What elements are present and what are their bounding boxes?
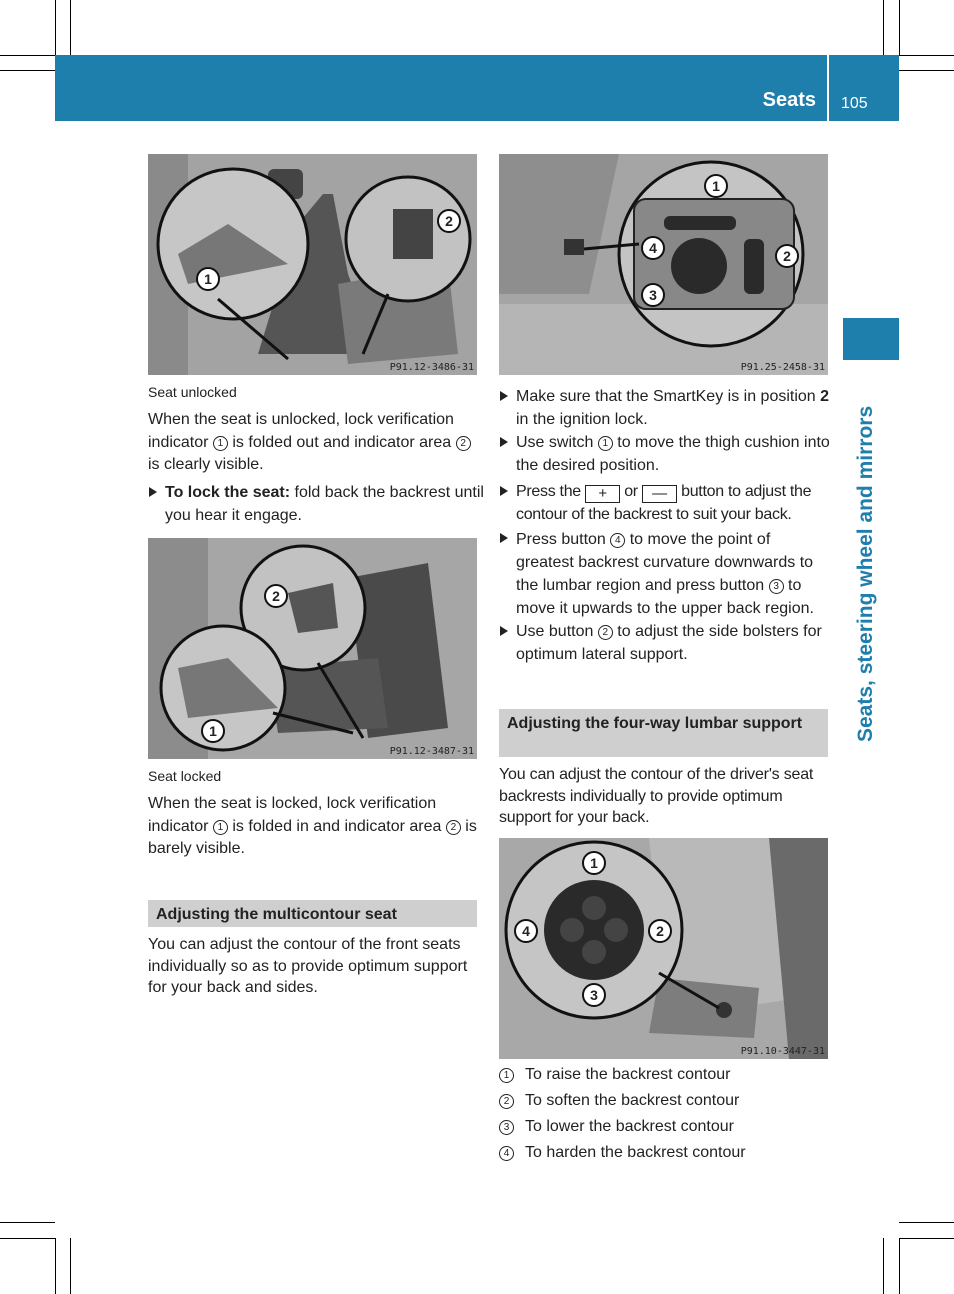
callout-1: 1 <box>704 174 728 198</box>
text: to move it upwards to the upper back region. <box>516 577 814 617</box>
number-circle: 1 <box>213 436 228 451</box>
crop-mark <box>55 0 56 55</box>
text: is barely visible. <box>148 817 477 857</box>
section-text-lumbar: You can adjust the contour of the driver's seat backrests individually to provide optimum support for your back. <box>499 766 814 826</box>
number-circle: 2 <box>456 436 471 451</box>
legend-text: To soften the backrest contour <box>525 1092 740 1109</box>
step-backrest-contour <box>499 481 831 526</box>
crop-mark <box>0 70 55 71</box>
step-smartkey <box>499 386 831 431</box>
crop-mark <box>0 1222 55 1223</box>
text: When the seat is unlocked, lock verification indicator <box>148 411 454 451</box>
chapter-tab-marker <box>843 318 899 360</box>
text: button to adjust the contour of the backrest to suit your back. <box>516 483 812 523</box>
plus-key-icon: + <box>585 485 620 503</box>
crop-mark <box>899 1222 954 1223</box>
crop-mark <box>899 55 954 56</box>
step-thigh-cushion <box>499 432 831 477</box>
crop-mark <box>70 0 71 55</box>
number-circle: 2 <box>598 625 613 640</box>
callout-1: 1 <box>196 267 220 291</box>
callout-2: 2 <box>648 919 672 943</box>
text: or <box>620 483 642 500</box>
callout-4: 4 <box>641 236 665 260</box>
callout-3: 3 <box>641 283 665 307</box>
step-lock-seat <box>148 482 485 527</box>
crop-mark <box>899 1238 900 1294</box>
figure-code: P91.12-3487-31 <box>389 746 474 757</box>
callout-2: 2 <box>264 584 288 608</box>
callout-2: 2 <box>437 209 461 233</box>
figure-caption: Seat locked <box>148 768 222 784</box>
callout-4: 4 <box>514 919 538 943</box>
text: Use switch <box>516 434 598 451</box>
number-circle: 1 <box>598 436 613 451</box>
crop-mark <box>55 1238 56 1294</box>
paragraph-seat-locked <box>148 793 478 861</box>
step-bold-label: To lock the seat: <box>165 484 291 501</box>
text: is folded out and indicator area <box>227 433 456 451</box>
seat-unlocked-illustration <box>148 154 477 375</box>
position-value: 2 <box>820 388 830 405</box>
crop-mark <box>70 1238 71 1294</box>
header-divider <box>827 55 829 121</box>
number-circle: 4 <box>499 1146 514 1161</box>
callout-3: 3 <box>582 983 606 1007</box>
text: to move the point of greatest backrest curvature downwards to the lumbar region and press button <box>516 531 814 594</box>
page-number: 105 <box>841 95 868 112</box>
step-text: fold back the backrest until you hear it engage. <box>165 484 484 524</box>
legend-text: To harden the backrest contour <box>525 1144 746 1161</box>
step-side-bolsters <box>499 621 831 666</box>
figure-lumbar-switch <box>499 838 828 1059</box>
figure-seat-unlocked <box>148 154 477 375</box>
minus-key-icon: — <box>642 485 677 503</box>
number-circle: 3 <box>499 1120 514 1135</box>
callout-1: 1 <box>582 851 606 875</box>
text: Press the <box>516 483 586 500</box>
seat-locked-illustration <box>148 538 477 759</box>
text: in the ignition lock. <box>516 410 648 428</box>
chapter-tab-label: Seats, steering wheel and mirrors <box>854 405 877 742</box>
crop-mark <box>0 1238 55 1239</box>
legend-text: To raise the backrest contour <box>525 1066 731 1083</box>
lumbar-switch-illustration <box>499 838 828 1059</box>
paragraph-seat-unlocked <box>148 409 478 477</box>
figure-code: P91.12-3486-31 <box>389 362 474 373</box>
section-heading-multicontour: Adjusting the multicontour seat <box>148 900 477 927</box>
text: to move the thigh cushion into the desired position. <box>516 434 830 474</box>
callout-1: 1 <box>201 719 225 743</box>
crop-mark <box>883 1238 884 1294</box>
figure-code: P91.25-2458-31 <box>740 362 825 373</box>
number-circle: 1 <box>213 820 228 835</box>
text: When the seat is locked, lock verification indicator <box>148 795 437 835</box>
figure-caption: Seat unlocked <box>148 384 237 400</box>
crop-mark <box>899 1238 954 1239</box>
text: is folded in and indicator area <box>227 817 446 835</box>
page-header <box>55 55 899 121</box>
text: Make sure that the SmartKey is in position <box>516 388 821 405</box>
step-curvature <box>499 528 831 620</box>
crop-mark <box>0 55 55 56</box>
callout-2: 2 <box>775 244 799 268</box>
figure-multicontour-switch <box>499 154 828 375</box>
number-circle: 2 <box>499 1094 514 1109</box>
number-circle: 1 <box>499 1068 514 1083</box>
number-circle: 2 <box>446 820 461 835</box>
section-title: Seats <box>762 89 816 111</box>
crop-mark <box>899 0 900 55</box>
number-circle: 3 <box>769 579 784 594</box>
crop-mark <box>883 0 884 55</box>
text: Use button <box>516 623 598 640</box>
text: is clearly visible. <box>148 456 264 473</box>
crop-mark <box>899 70 954 71</box>
number-circle: 4 <box>610 533 625 548</box>
text: to adjust the side bolsters for optimum lateral support. <box>516 623 822 663</box>
text: Press button <box>516 531 611 548</box>
figure-code: P91.10-3447-31 <box>740 1046 825 1057</box>
legend-text: To lower the backrest contour <box>525 1118 734 1135</box>
section-heading-lumbar: Adjusting the four-way lumbar support <box>499 709 828 757</box>
section-text-multicontour: You can adjust the contour of the front seats individually so as to provide optimum support for your back and sides. <box>148 936 468 996</box>
figure-seat-locked <box>148 538 477 759</box>
